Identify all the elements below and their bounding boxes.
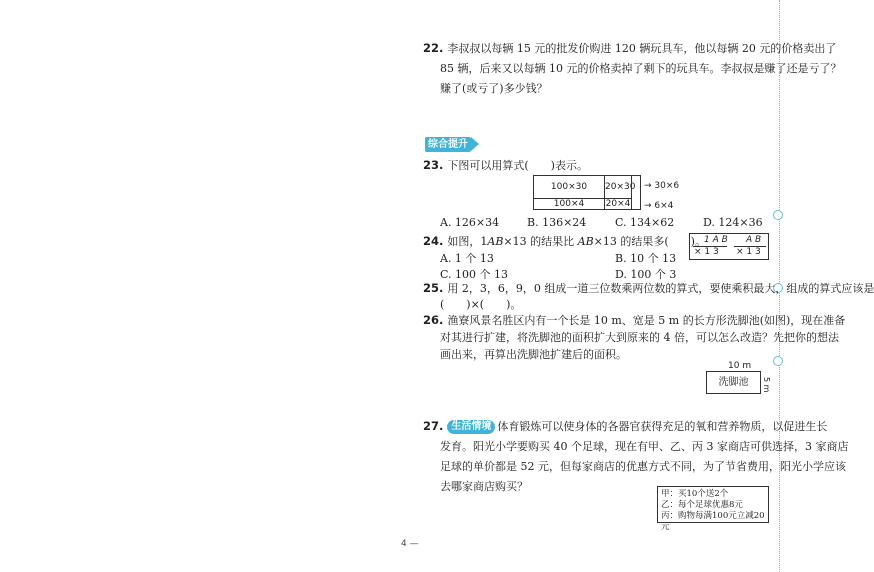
diagram-cell [631,175,641,210]
question-text: ( )×( )。 [440,298,522,311]
question-number: 23. [423,158,444,172]
pool-length-label: 10 m [728,361,752,371]
vertical-multiplication-box [689,233,769,260]
question-number: 24. [423,234,444,248]
diagram-cell: 100×4 [533,198,605,210]
question-27 [423,418,827,434]
binding-hole [773,210,783,220]
store-offer: 甲：买10个送2个 [661,489,729,499]
question-text: 画出来，再算出洗脚池扩建后的面积。 [440,348,627,361]
question-text: 85 辆，后来又以每辆 10 元的价格卖掉了剩下的玩具车。李叔叔是赚了还是亏了？ [440,62,842,75]
vertical-multiplication: × 1 3 [736,247,761,257]
binding-hole [773,356,783,366]
option: D. 124×36 [703,216,763,229]
option: D. 100 个 3 [615,268,677,281]
vertical-multiplication: 1 A B [704,235,728,245]
question-22 [423,40,836,56]
question-text: 如图，1 [447,235,488,248]
diagram-cell: 20×4 [605,199,631,209]
life-scenario-tag: 生活情境 [447,420,495,434]
question-text: 下图可以用算式( )表示。 [447,159,588,172]
question-text: 体育锻炼可以使身体的各器官获得充足的氧和营养物质，以促进生长 [497,420,828,433]
question-text: AB [487,235,504,248]
question-25 [423,280,874,296]
pool-width-label: 5 m [762,377,771,393]
option: C. 134×62 [615,216,675,229]
question-26 [423,312,845,328]
option: C. 100 个 13 [440,268,509,281]
question-24 [423,233,706,249]
diagram-cell: 100×30 [533,175,605,199]
question-number: 22. [423,41,444,55]
option: B. 136×24 [527,216,587,229]
question-text: 足球的单价都是 52 元，但每家商店的优惠方式不同，为了节省费用，阳光小学应该 [440,460,846,473]
diagram-cell: 20×30 [604,175,632,199]
store-offers-box [657,486,769,532]
vertical-multiplication: A B [746,235,762,245]
question-text: AB [577,235,594,248]
diagram-arrow-label: → 30×6 [644,181,680,191]
question-text: 李叔叔以每辆 15 元的批发价购进 120 辆玩具车，他以每辆 20 元的价格卖出了 [447,42,837,55]
option: A. 1 个 13 [440,252,494,265]
pool-rectangle [706,371,761,394]
question-text: 对其进行扩建，将洗脚池的面积扩大到原来的 4 倍，可以怎么改造？先把你的想法 [440,331,839,344]
question-number: 26. [423,313,444,327]
option: B. 10 个 13 [615,252,677,265]
question-number: 27. [423,419,444,433]
question-text: 去哪家商店购买？ [440,480,528,493]
diagram-arrow-label: → 6×4 [644,201,674,211]
vertical-multiplication: × 1 3 [694,247,719,257]
store-offer: 丙：购物每满100元立减20元 [661,511,765,532]
section-tag: 综合提升 [425,137,471,152]
store-offer: 乙：每个足球优惠8元 [661,500,743,510]
question-text: 发育。阳光小学要购买 40 个足球，现在有甲、乙、丙 3 家商店可供选择，3 家商店 [440,440,849,453]
question-text: 用 2，3，6，9，0 组成一道三位数乘两位数的算式，要使乘积最大，组成的算式应该是 [447,282,874,295]
page-number: 4 — [401,539,419,549]
question-number: 25. [423,281,444,295]
question-text: 赚了(或亏了)多少钱？ [440,82,548,95]
pool-label: 洗脚池 [718,377,749,388]
question-text: ×13 的结果比 [503,235,578,248]
question-23 [423,157,588,173]
question-text: ×13 的结果多( )。 [593,235,706,248]
question-text: 渔寮风景名胜区内有一个长是 10 m、宽是 5 m 的长方形洗脚池(如图)，现在准备 [447,314,846,327]
option: A. 126×34 [440,216,500,229]
